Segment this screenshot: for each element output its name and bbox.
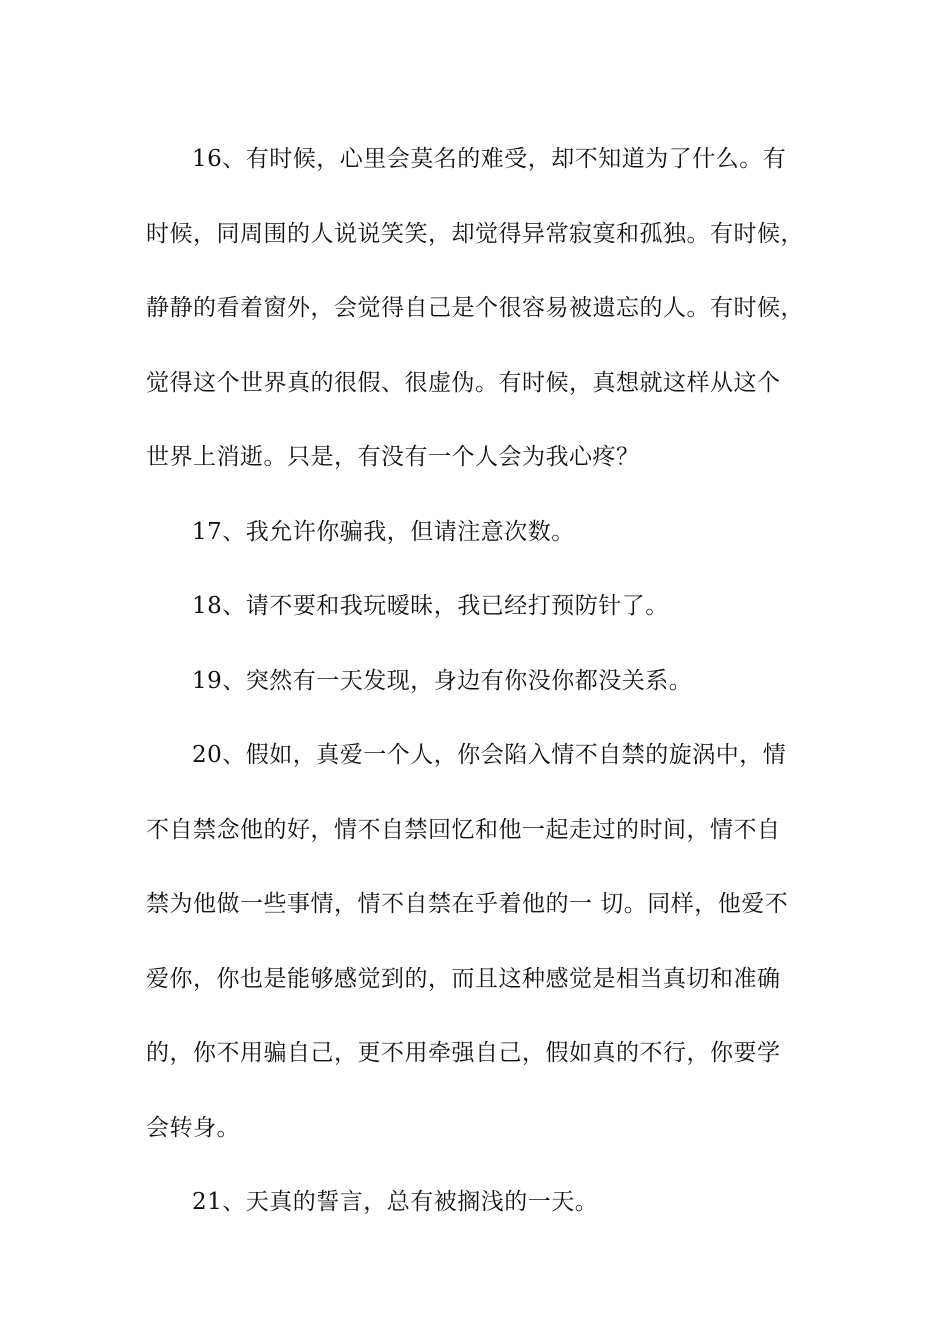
text-line: 觉得这个世界真的很假、很虚伪。有时候，真想就这样从这个 bbox=[146, 369, 781, 396]
paragraph-17 bbox=[146, 495, 826, 570]
paragraph-21 bbox=[146, 1165, 826, 1240]
text-line: 17、我允许你骗我，但请注意次数。 bbox=[192, 518, 575, 545]
text-line: 世界上消逝。只是，有没有一个人会为我心疼？ bbox=[146, 444, 640, 470]
text-line: 会转身。 bbox=[146, 1114, 240, 1141]
text-line: 不自禁念他的好，情不自禁回忆和他一起走过的时间，情不自 bbox=[146, 816, 781, 843]
paragraph-18 bbox=[146, 569, 826, 644]
text-line: 16、有时候，心里会莫名的难受，却不知道为了什么。有 bbox=[192, 146, 787, 172]
text-line: 18、请不要和我玩暧昧，我已经打预防针了。 bbox=[192, 593, 669, 619]
text-line: 21、天真的誓言，总有被搁浅的一天。 bbox=[192, 1189, 599, 1215]
paragraph-19 bbox=[146, 644, 826, 719]
text-line: 19、突然有一天发现，身边有你没你都没关系。 bbox=[192, 667, 693, 694]
text-line: 的，你不用骗自己，更不用牵强自己，假如真的不行，你要学 bbox=[146, 1040, 781, 1066]
text-line: 静静的看着窗外，会觉得自己是个很容易被遗忘的人。有时候， bbox=[146, 295, 804, 321]
text-line: 20、假如，真爱一个人，你会陷入情不自禁的旋涡中，情 bbox=[192, 742, 787, 768]
document-body bbox=[146, 122, 826, 1240]
text-line: 禁为他做一些事情，情不自禁在乎着他的一 切。同样，他爱不 bbox=[146, 891, 789, 917]
text-line: 爱你，你也是能够感觉到的，而且这种感觉是相当真切和准确 bbox=[146, 965, 781, 992]
paragraph-16 bbox=[146, 122, 826, 495]
text-line: 时候，同周围的人说说笑笑，却觉得异常寂寞和孤独。有时候， bbox=[146, 220, 804, 247]
paragraph-20 bbox=[146, 718, 826, 1165]
